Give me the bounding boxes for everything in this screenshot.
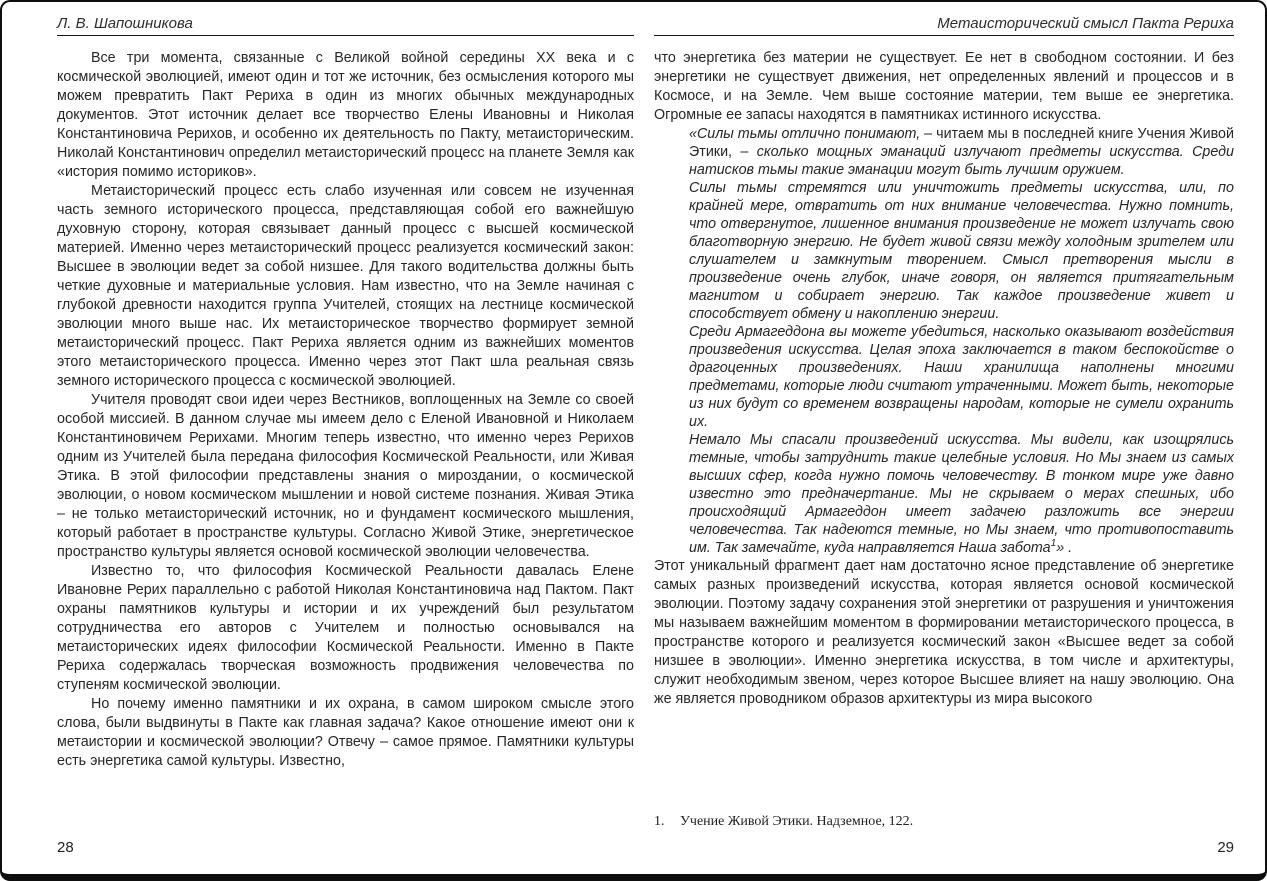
header-rule-right bbox=[654, 35, 1234, 36]
quotation-block bbox=[689, 125, 1234, 557]
page-body-left bbox=[57, 49, 634, 830]
paragraph: Метаисторический процесс есть слабо изученная или совсем не изученная часть земного исторического процесса, представляющая собой его важнейшую духовную сторону, которая связывает данный процесс с высшей космической материей. Именно через метаисторический процесс реализуется космический закон: Высшее в эволюции ведет за собой низшее. Для такого водительства должны быть четкие духовные и материальные условия. Нам известно, что на Земле начиная с глубокой древности находится группа Учителей, стоящих на лестнице космической эволюции много выше нас. Их метаисторическое творчество формирует земной метаисторический процесс. Пакт Рериха является одним из важнейших моментов этого метаисторического процесса. Именно через этот Пакт шла реальная связь земного исторического процесса с космической эволюцией. bbox=[57, 183, 634, 389]
paragraph: Все три момента, связанные с Великой войной середины XX века и с космической эволюцией, имеют один и тот же источник, без осмысления которого мы можем превратить Пакт Рериха в один из многих обычных международных документов. Этот источник делает все творчество Елены Ивановны и Николая Константиновича Рерихов, и особенно их деятельность по Пакту, метаисторическим. Николай Константинович определил метаисторический процесс на планете Земля как «история помимо историков». bbox=[57, 50, 634, 180]
running-head-title bbox=[654, 15, 1234, 32]
footnote-text: Учение Живой Этики. Надземное, 122. bbox=[680, 814, 914, 829]
page-left bbox=[2, 2, 634, 874]
paragraph bbox=[689, 431, 1234, 557]
header-rule-left bbox=[57, 35, 634, 36]
quote-text: » . bbox=[1056, 540, 1073, 556]
page-number-left: 28 bbox=[57, 839, 74, 856]
author-interjection: читаем мы в последней книге Учения Живой Этики, – bbox=[689, 126, 1234, 160]
paragraph: Но почему именно памятники и их охрана, в самом широком смысле этого слова, были выдвинуты в Пакте как главная задача? Какое отношение имеют они к метаистории и космической эволюции? Отвечу – самое прямое. Памятники культуры есть энергетика самой культуры. Известно, bbox=[57, 696, 634, 769]
paragraph bbox=[689, 179, 1234, 323]
paragraph: что энергетика без материи не существует. Ее нет в свободном состоянии. И без энергетики не существует движения, нет определенных явлений и процессов и в Космосе, и на Земле. Чем выше состояние материи, тем выше ее энергетика. Огромные ее запасы находятся в памятниках истинного искусства. bbox=[654, 50, 1234, 123]
quote-text: Силы тьмы стремятся или уничтожить предметы искусства, или, по крайней мере, отвратить от них внимание человечества. Нужно помнить, что отвергнутое, лишенное внимания произведение не может излучать свою благотворную энергию. Не будет живой связи между холодным зрителем или слушателем и замкнутым творением. Смысл претворения мысли в произведение очень глубок, иначе говоря, он является притягательным магнитом и собирает энергию. Так каждое произведение живет и способствует обмену и накоплению энергии. bbox=[689, 180, 1234, 322]
footnote bbox=[654, 813, 1234, 830]
quote-text: сколько мощных эманаций излучают предметы искусства. Среди натисков тьмы такие эманации могут быть лучшим оружием. bbox=[689, 144, 1234, 178]
running-head-author bbox=[57, 15, 634, 32]
paragraph: Этот уникальный фрагмент дает нам достаточно ясное представление об энергетике самых разных произведений искусства, которая является основой космической эволюции. Поэтому задачу сохранения этой энергетики от разрушения и уничтожения мы называем важнейшим моментом в формировании метаисторического процесса, в пространстве которого и реализуется космический закон «Высшее ведет за собой низшее в эволюции». Именно энергетика искусства, в том числе и архитектуры, служит необходимым звеном, через которое Высшее влияет на нашу эволюцию. Она же является проводником образов архитектуры из мира высокого bbox=[654, 558, 1234, 707]
footnote-reference: 1 bbox=[1050, 538, 1057, 550]
quote-text: Немало Мы спасали произведений искусства. Мы видели, как изощрялись темные, чтобы затруднить такие целебные условия. Но Мы знаем из самых высших сфер, когда нужно помочь человечеству. В тонком мире уже давно известно это предначертание. Мы не скрываем о мерах спешных, ибо происходящий Армагеддон имеет задачею разложить все энергии человечества. Так надеются темные, но Мы знаем, что противопоставить им. Так замечайте, куда направляется Наша забота bbox=[689, 432, 1234, 556]
page-body-right bbox=[654, 49, 1234, 805]
author-name: Л. В. Шапошникова bbox=[57, 15, 193, 32]
paragraph bbox=[689, 125, 1234, 179]
page-right bbox=[634, 2, 1265, 874]
chapter-title: Метаисторический смысл Пакта Рериха bbox=[937, 15, 1234, 32]
page-number-right: 29 bbox=[1217, 839, 1234, 856]
after-quote-text bbox=[654, 557, 1234, 709]
footnote-marker: 1. bbox=[654, 814, 665, 829]
lead-text bbox=[654, 49, 1234, 125]
paragraph: Учителя проводят свои идеи через Вестников, воплощенных на Земле со своей особой миссией. В данном случае мы имеем дело с Еленой Ивановной и Николаем Константиновичем Рерихами. Многим теперь известно, что именно через Рерихов одним из Учителей была передана философия Космической Реальности, или Живая Этика. В этой философии представлены знания о мироздании, о космической эволюции, о новом космическом мышлении и новой системе познания. Живая Этика – не только метаисторический источник, но и фундамент космического мышления, который работает в пространстве культуры. Согласно Живой Этике, энергетическое пространство культуры является основой космической эволюции человечества. bbox=[57, 392, 634, 560]
quote-text: Среди Армагеддона вы можете убедиться, насколько оказывают воздействия произведения искусства. Целая эпоха заключается в таком беспокойстве о драгоценных произведениях. Наши хранилища наполнены многими предметами, которые люди считают утраченными. Может быть, некоторые из них будут со временем возвращены народам, которые не сумели охранить их. bbox=[689, 324, 1234, 430]
quote-text: «Силы тьмы отлично понимают, – bbox=[689, 126, 937, 142]
paragraph: Известно то, что философия Космической Реальности давалась Елене Ивановне Рерих параллельно с работой Николая Константиновича над Пактом. Пакт охраны памятников культуры и истории и их учреждений был результатом сотрудничества его авторов с Учителем и полностью основывался на метаисторических идеях философии Космической Реальности. Именно в Пакте Рериха содержалась творческая возможность продвижения человечества по ступеням космической эволюции. bbox=[57, 563, 634, 693]
paragraph bbox=[689, 323, 1234, 431]
